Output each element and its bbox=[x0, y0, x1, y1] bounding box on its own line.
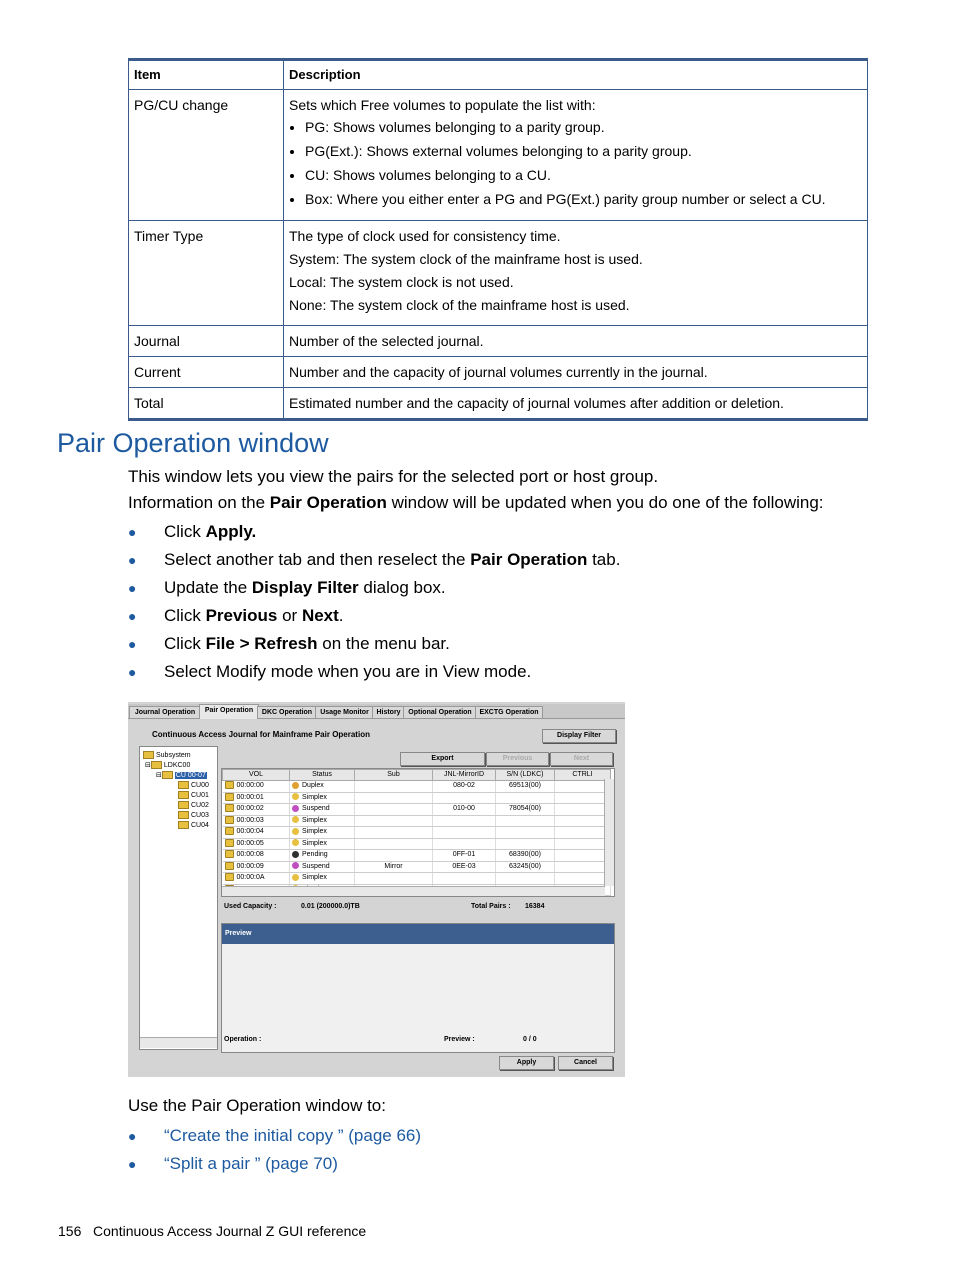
operation-label: Operation : bbox=[224, 1036, 262, 1043]
column-header[interactable]: S/N (LDKC) bbox=[496, 770, 555, 781]
row-description: The type of clock used for consistency time. System: The system clock of the mainframe host is used. Local: The system clock is not used. None: The system clock of the mainframe host is used. bbox=[284, 221, 868, 326]
info-paragraph: Information on the Pair Operation window will be updated when you do one of the following: bbox=[128, 493, 824, 512]
bullet-icon: ● bbox=[128, 1128, 137, 1144]
create-initial-copy-link[interactable]: “Create the initial copy ” (page 66) bbox=[164, 1126, 422, 1145]
intro-paragraph: This window lets you view the pairs for the selected port or host group. bbox=[128, 467, 659, 486]
table-row[interactable]: 00:00:05 Simplex bbox=[223, 838, 611, 850]
tree-node[interactable]: CU01 bbox=[178, 791, 209, 800]
split-pair-link[interactable]: “Split a pair ” (page 70) bbox=[164, 1154, 338, 1173]
header-item: Item bbox=[129, 60, 284, 90]
page-number: 156 bbox=[58, 1223, 82, 1239]
cancel-button[interactable]: Cancel bbox=[558, 1056, 613, 1070]
volume-icon bbox=[225, 839, 234, 847]
tab-history[interactable]: History bbox=[372, 706, 405, 719]
subsystem-tree bbox=[139, 746, 218, 1050]
tree-node[interactable]: CU02 bbox=[178, 801, 209, 810]
row-description: Sets which Free volumes to populate the list with: • PG: Shows volumes belonging to a parity group. • PG(Ext.): Shows external volumes belonging to a parity group. • CU: Shows volumes belonging to a CU. • Box: Where you either enter a PG and PG(Ext.) parity group number or select a CU. bbox=[284, 90, 868, 221]
next-button[interactable]: Next bbox=[550, 752, 613, 766]
table-row[interactable]: 00:00:08 Pending 0FF-01 68390(00) bbox=[223, 850, 611, 862]
row-item: Current bbox=[129, 357, 284, 388]
section-heading: Pair Operation window bbox=[57, 428, 329, 458]
preview-panel bbox=[221, 923, 615, 1053]
tab-usage-monitor[interactable]: Usage Monitor bbox=[315, 706, 374, 719]
table-row[interactable]: 00:00:01 Simplex bbox=[223, 792, 611, 804]
preview-header: Preview bbox=[222, 924, 614, 944]
pair-list-table bbox=[221, 768, 615, 897]
tree-scrollbar[interactable] bbox=[140, 1037, 217, 1048]
previous-button[interactable]: Previous bbox=[486, 752, 549, 766]
list-item: • Box: Where you either enter a PG and PG(Ext.) parity group number or select a CU. bbox=[305, 190, 862, 208]
status-icon bbox=[292, 805, 299, 812]
volume-icon bbox=[225, 816, 234, 824]
column-header[interactable]: Sub bbox=[355, 770, 433, 781]
volume-icon bbox=[225, 850, 234, 858]
table-row[interactable]: 00:00:0A Simplex bbox=[223, 873, 611, 885]
footer-title: Continuous Access Journal Z GUI reference bbox=[93, 1223, 367, 1239]
total-pairs-label: Total Pairs : bbox=[471, 903, 511, 910]
tree-node[interactable]: ⊟ CU 00-07 bbox=[156, 772, 206, 779]
window-title: Continuous Access Journal for Mainframe Pair Operation bbox=[152, 730, 370, 739]
table-row[interactable]: 00:00:09 Suspend Mirror 0EE-03 63245(00) bbox=[223, 861, 611, 873]
bullet-icon: ● bbox=[128, 636, 137, 652]
tab-bar bbox=[128, 704, 625, 719]
row-description: Number of the selected journal. bbox=[284, 326, 868, 357]
status-icon bbox=[292, 839, 299, 846]
status-icon bbox=[292, 874, 299, 881]
item-description-table bbox=[128, 58, 868, 421]
table-row[interactable]: 00:00:02 Suspend 010-00 78054(00) bbox=[223, 804, 611, 816]
tree-node[interactable]: CU04 bbox=[178, 821, 209, 830]
folder-icon bbox=[151, 761, 162, 769]
bullet-icon: ● bbox=[128, 552, 137, 568]
bullet-icon: ● bbox=[128, 524, 137, 540]
list-item: • PG: Shows volumes belonging to a parity group. bbox=[305, 118, 862, 136]
preview-count-value: 0 / 0 bbox=[523, 1036, 537, 1043]
export-button[interactable]: Export bbox=[400, 752, 485, 766]
horizontal-scrollbar[interactable] bbox=[222, 886, 605, 896]
folder-icon bbox=[143, 751, 154, 759]
tree-node[interactable]: CU00 bbox=[178, 781, 209, 790]
status-icon bbox=[292, 862, 299, 869]
status-icon bbox=[292, 851, 299, 858]
bullet-icon: ● bbox=[128, 580, 137, 596]
column-header[interactable]: CTRLI bbox=[555, 770, 611, 781]
table-row[interactable]: 00:00:04 Simplex bbox=[223, 827, 611, 839]
tree-node[interactable]: ⊟ LDKC00 bbox=[145, 762, 191, 769]
page-footer bbox=[58, 1223, 366, 1239]
header-description: Description bbox=[284, 60, 868, 90]
status-icon bbox=[292, 828, 299, 835]
table-row[interactable]: 00:00:00 Duplex 080-02 69513(00) bbox=[223, 781, 611, 793]
folder-icon bbox=[178, 791, 189, 799]
folder-icon bbox=[178, 811, 189, 819]
tree-node[interactable]: Subsystem bbox=[143, 751, 191, 760]
status-icon bbox=[292, 793, 299, 800]
row-item: Total bbox=[129, 388, 284, 420]
volume-icon bbox=[225, 827, 234, 835]
volume-icon bbox=[225, 804, 234, 812]
used-capacity-value: 0.01 (200000.0)TB bbox=[301, 903, 360, 910]
display-filter-button[interactable]: Display Filter bbox=[542, 729, 616, 743]
volume-icon bbox=[225, 781, 234, 789]
total-pairs-value: 16384 bbox=[525, 903, 545, 910]
row-description: Estimated number and the capacity of journal volumes after addition or deletion. bbox=[284, 388, 868, 420]
list-item: • PG(Ext.): Shows external volumes belonging to a parity group. bbox=[305, 142, 862, 160]
column-header[interactable]: JNL-MirrorID bbox=[433, 770, 496, 781]
tab-optional-operation[interactable]: Optional Operation bbox=[403, 706, 477, 719]
tab-dkc-operation[interactable]: DKC Operation bbox=[257, 706, 317, 719]
vertical-scrollbar[interactable] bbox=[604, 779, 614, 886]
folder-icon bbox=[178, 781, 189, 789]
volume-icon bbox=[225, 873, 234, 881]
folder-icon bbox=[178, 801, 189, 809]
use-paragraph: Use the Pair Operation window to: bbox=[128, 1096, 386, 1115]
bullet-icon: ● bbox=[128, 1156, 137, 1172]
list-item: • CU: Shows volumes belonging to a CU. bbox=[305, 166, 862, 184]
apply-button[interactable]: Apply bbox=[499, 1056, 554, 1070]
status-icon bbox=[292, 782, 299, 789]
bullet-icon: ● bbox=[128, 608, 137, 624]
folder-icon bbox=[162, 771, 173, 779]
volume-icon bbox=[225, 862, 234, 870]
pair-operation-screenshot bbox=[128, 702, 625, 1077]
status-icon bbox=[292, 816, 299, 823]
preview-count-label: Preview : bbox=[444, 1036, 475, 1043]
bullet-list bbox=[289, 118, 862, 208]
folder-icon bbox=[178, 821, 189, 829]
row-item: Timer Type bbox=[129, 221, 284, 326]
table-row[interactable]: 00:00:03 Simplex bbox=[223, 815, 611, 827]
column-header[interactable]: VOL bbox=[223, 770, 290, 781]
tree-node[interactable]: CU03 bbox=[178, 811, 209, 820]
row-item: PG/CU change bbox=[129, 90, 284, 221]
volume-icon bbox=[225, 793, 234, 801]
column-header[interactable]: Status bbox=[290, 770, 355, 781]
tab-journal-operation[interactable]: Journal Operation bbox=[129, 706, 201, 719]
tab-exctg-operation[interactable]: EXCTG Operation bbox=[475, 706, 543, 719]
row-item: Journal bbox=[129, 326, 284, 357]
row-description: Number and the capacity of journal volumes currently in the journal. bbox=[284, 357, 868, 388]
tab-pair-operation[interactable]: Pair Operation bbox=[199, 704, 259, 719]
bullet-icon: ● bbox=[128, 664, 137, 680]
used-capacity-label: Used Capacity : bbox=[224, 903, 277, 910]
